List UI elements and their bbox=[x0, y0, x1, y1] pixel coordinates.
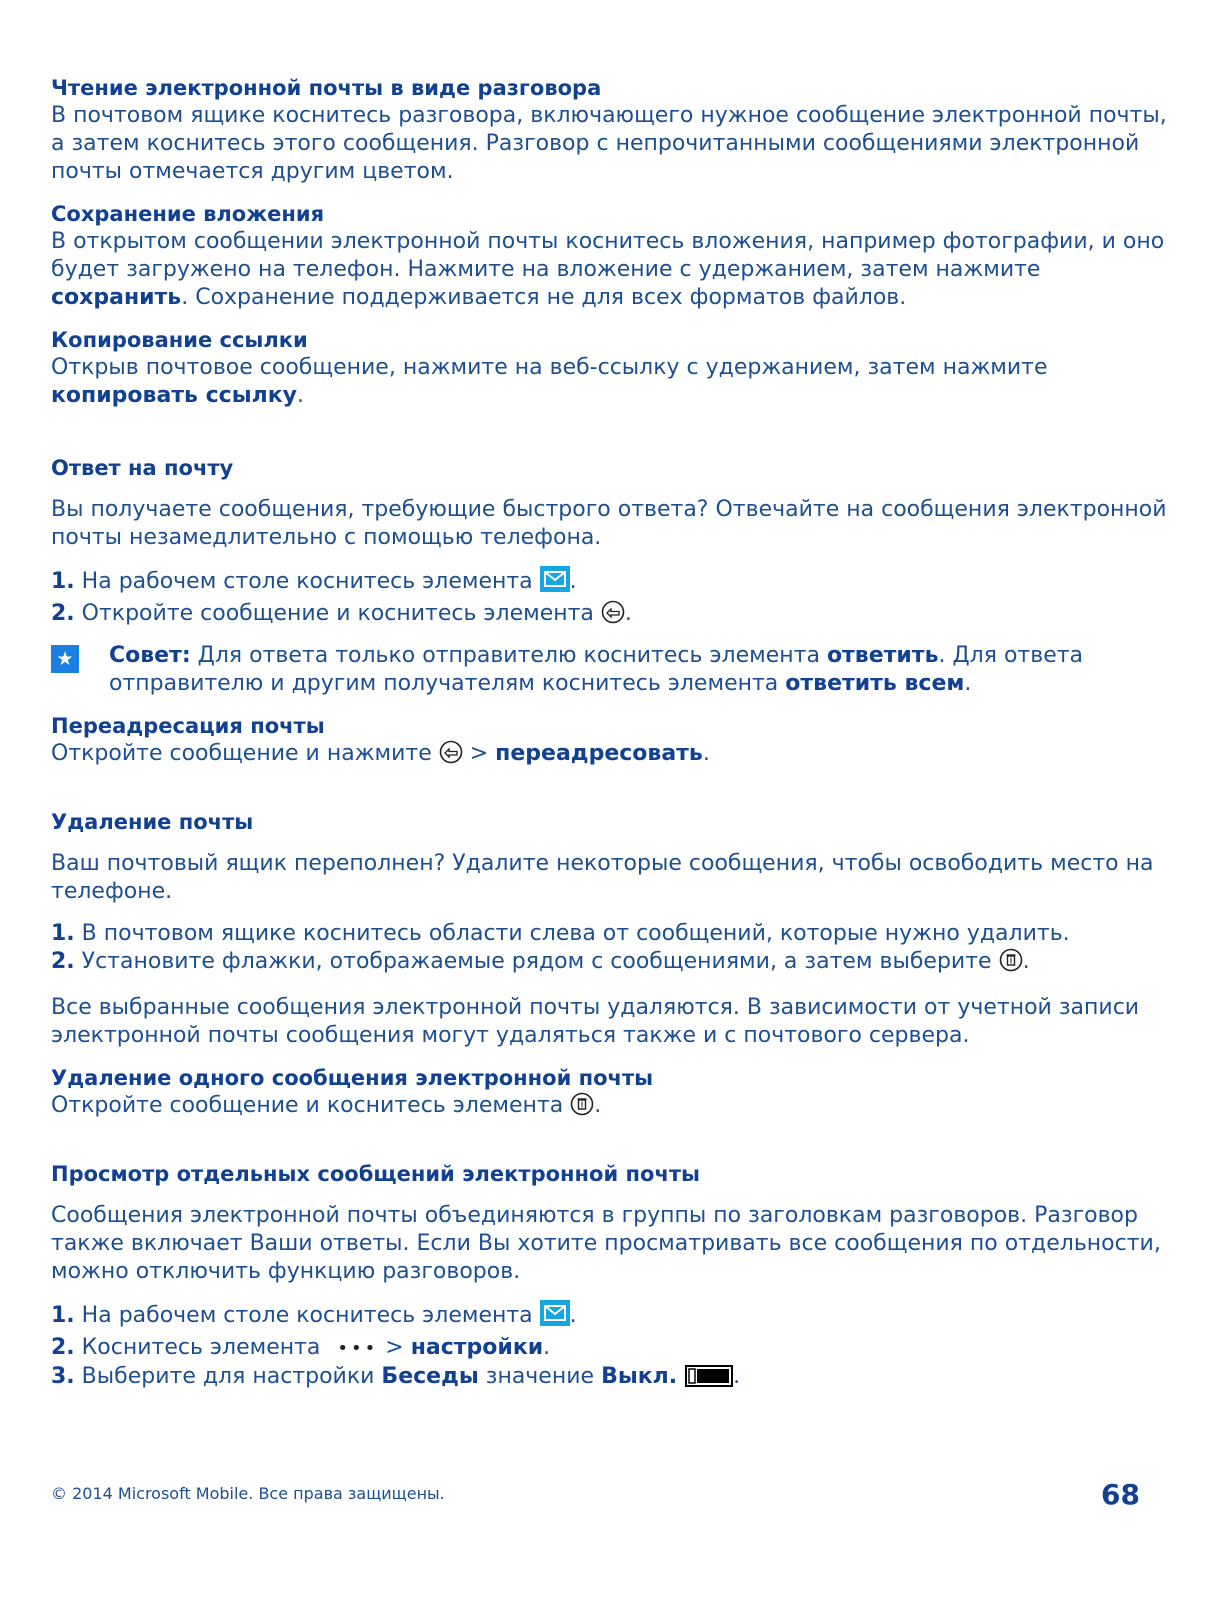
heading-view-individual: Просмотр отдельных сообщений электронной почты bbox=[51, 1162, 701, 1186]
delete-step-2: 2. Установите флажки, отображаемые рядом с сообщениями, а затем выберите . bbox=[51, 948, 1171, 980]
heading-conversation-view: Чтение электронной почты в виде разговора bbox=[51, 76, 602, 100]
view-step-2: 2. Коснитесь элемента ••• > настройки. bbox=[51, 1335, 551, 1360]
delete-intro: Ваш почтовый ящик переполнен? Удалите некоторые сообщения, чтобы освободить место на телефоне. bbox=[51, 851, 1154, 904]
delete-step-1: 1. В почтовом ящике коснитесь области слева от сообщений, которые нужно удалить. bbox=[51, 921, 1070, 946]
save-action: сохранить bbox=[51, 285, 182, 310]
heading-delete-one: Удаление одного сообщения электронной почты bbox=[51, 1066, 654, 1090]
reply-tip: ★ Совет: Для ответа только отправителю коснитесь элемента ответить. Для ответа отправителю и другим получателям коснитесь элемента ответить всем. bbox=[51, 642, 1171, 698]
conversation-view-text: В почтовом ящике коснитесь разговора, включающего нужное сообщение электронной почты, а затем коснитесь этого сообщения. Разговор с непрочитанными сообщениями электронной почты отмечается другим цветом. bbox=[51, 103, 1167, 184]
delete-one-text: Откройте сообщение и коснитесь элемента . bbox=[51, 1092, 1171, 1124]
heading-copy-link: Копирование ссылки bbox=[51, 328, 308, 352]
delete-icon bbox=[570, 1092, 594, 1124]
reply-icon bbox=[439, 740, 463, 772]
copy-link-action: копировать ссылку bbox=[51, 383, 297, 408]
page-content bbox=[51, 74, 1171, 1395]
copy-link-text: Открыв почтовое сообщение, нажмите на веб-ссылку с удержанием, затем нажмите копировать ссылку. bbox=[51, 355, 1048, 408]
reply-step-2: 2. Откройте сообщение и коснитесь элемента . bbox=[51, 600, 1171, 632]
save-attachment-text: В открытом сообщении электронной почты коснитесь вложения, например фотографии, и оно будет загружено на телефон. Нажмите на вложение с удержанием, затем нажмите сохранить. Сохранение поддерживается не для всех форматов файлов. bbox=[51, 229, 1165, 310]
tip-star-icon: ★ bbox=[51, 645, 79, 673]
forward-action: переадресовать bbox=[495, 741, 703, 766]
reply-step-1: 1. На рабочем столе коснитесь элемента . bbox=[51, 566, 1171, 600]
mail-icon bbox=[540, 1300, 570, 1334]
footer-copyright: © 2014 Microsoft Mobile. Все права защищены. bbox=[51, 1484, 445, 1503]
reply-intro: Вы получаете сообщения, требующие быстрого ответа? Отвечайте на сообщения электронной почты незамедлительно с помощью телефона. bbox=[51, 497, 1167, 550]
delete-icon bbox=[999, 948, 1023, 980]
reply-icon bbox=[601, 600, 625, 632]
view-step-3: 3. Выберите для настройки Беседы значение Выкл. . bbox=[51, 1363, 1171, 1395]
settings-action: настройки bbox=[410, 1335, 544, 1360]
delete-note: Все выбранные сообщения электронной почты удаляются. В зависимости от учетной записи электронной почты сообщения могут удаляться также и с почтового сервера. bbox=[51, 995, 1140, 1048]
heading-save-attachment: Сохранение вложения bbox=[51, 202, 325, 226]
forward-text: Откройте сообщение и нажмите > переадресовать. bbox=[51, 740, 1171, 772]
toggle-off-icon bbox=[685, 1365, 733, 1395]
view-intro: Сообщения электронной почты объединяются в группы по заголовкам разговоров. Разговор также включает Ваши ответы. Если Вы хотите просматривать все сообщения по отдельности, можно отключить функцию разговоров. bbox=[51, 1203, 1161, 1284]
page-number: 68 bbox=[1101, 1478, 1140, 1511]
heading-delete: Удаление почты bbox=[51, 810, 254, 834]
heading-forward: Переадресация почты bbox=[51, 714, 325, 738]
more-icon: ••• bbox=[337, 1338, 379, 1359]
mail-icon bbox=[540, 566, 570, 600]
heading-reply: Ответ на почту bbox=[51, 456, 234, 480]
view-step-1: 1. На рабочем столе коснитесь элемента . bbox=[51, 1300, 1171, 1334]
